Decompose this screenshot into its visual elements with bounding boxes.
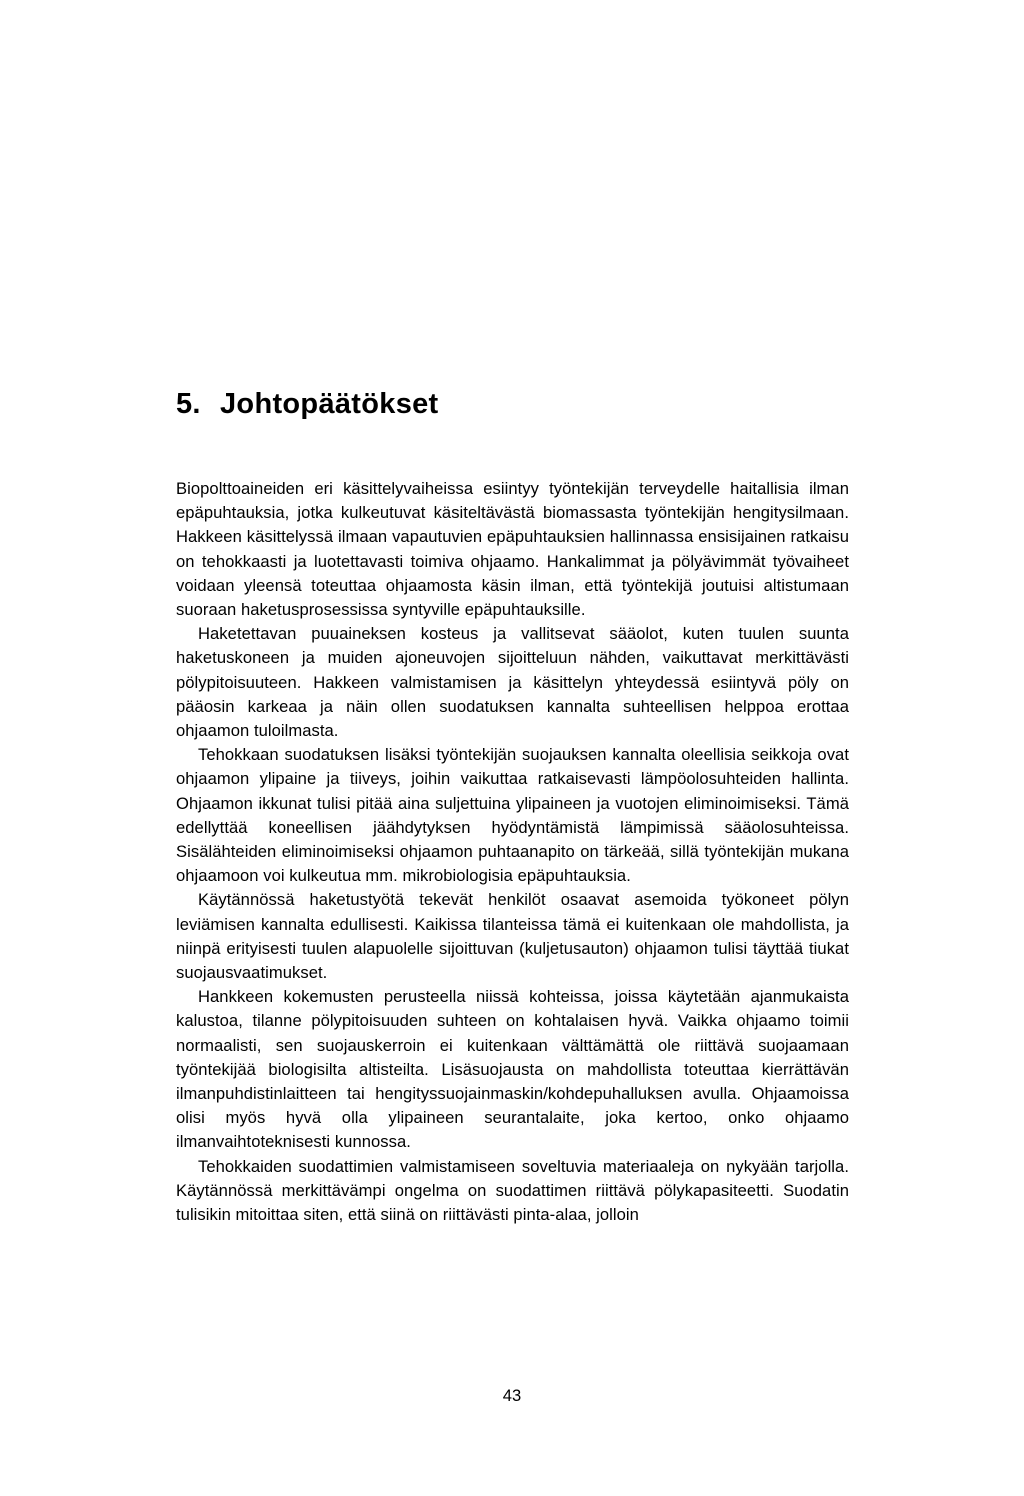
- paragraph-3: Tehokkaan suodatuksen lisäksi työntekijän suojauksen kannalta oleellisia seikkoja ovat ohjaamon ylipaine ja tiiveys, joihin vaikuttaa ratkaisevasti lämpöolosuhteiden hallinta. Ohjaamon ikkunat tulisi pitää aina suljettuina ylipaineen ja vuotojen eliminoimiseksi. Tämä edellyttää koneellisen jäähdytyksen hyödyntämistä lämpimissä sääolosuhteissa. Sisälähteiden eliminoimiseksi ohjaamon puhtaanapito on tärkeää, sillä työntekijän mukana ohjaamoon voi kulkeutua mm. mikrobiologisia epäpuhtauksia.: [176, 745, 849, 886]
- paragraph-6: Tehokkaiden suodattimien valmistamiseen soveltuvia materiaaleja on nykyään tarjolla. Käytännössä merkittävämpi ongelma on suodattimen riittävä pölykapasiteetti. Suodatin tulisikin mitoittaa siten, että siinä on riittävästi pinta-alaa, jolloin: [176, 1156, 849, 1225]
- paragraph-1: Biopolttoaineiden eri käsittelyvaiheissa esiintyy työntekijän terveydelle haitallisia ilman epäpuhtauksia, jotka kulkeutuvat käsiteltävästä biomassasta työntekijän hengitysilmaan. Hakkeen käsittelyssä ilmaan vapautuvien epäpuhtauksien hallinnassa ensisijainen ratkaisu on tehokkaasti ja luotettavasti toimiva ohjaamo. Hankalimmat ja pölyävimmät työvaiheet voidaan yleensä toteuttaa ohjaamosta käsin ilman, että työntekijä joutuisi altistumaan suoraan haketusprosessissa syntyville epäpuhtauksille.: [176, 479, 849, 620]
- section-heading: [176, 388, 439, 421]
- body-text: [176, 477, 849, 1227]
- paragraph-5: Hankkeen kokemusten perusteella niissä kohteissa, joissa käytetään ajanmukaista kalustoa, tilanne pölypitoisuuden suhteen on kohtalaisen hyvä. Vaikka ohjaamo toimii normaalisti, sen suojauskerroin ei kuitenkaan välttämättä ole riittävä suojaamaan työntekijää biologisilta altisteilta. Lisäsuojausta on mahdollista toteuttaa kierrättävän ilmanpuhdistinlaitteen tai hengityssuojainmaskin/kohdepuhalluksen avulla. Ohjaamoissa olisi myös hyvä olla ylipaineen seurantalaite, joka kertoo, onko ohjaamo ilmanvaihtoteknisesti kunnossa.: [176, 987, 849, 1152]
- page-number: 43: [502, 1386, 522, 1405]
- paragraph-4: Käytännössä haketustyötä tekevät henkilöt osaavat asemoida työkoneet pölyn leviämisen kannalta edullisesti. Kaikissa tilanteissa tämä ei kuitenkaan ole mahdollista, ja niinpä erityisesti tuulen alapuolelle sijoittuvan (kuljetusauton) ohjaamon tulisi täyttää tiukat suojausvaatimukset.: [176, 890, 849, 983]
- section-title: Johtopäätökset: [220, 388, 439, 420]
- section-number: 5.: [176, 388, 201, 420]
- paragraph-2: Haketettavan puuaineksen kosteus ja vallitsevat sääolot, kuten tuulen suunta haketuskoneen ja muiden ajoneuvojen sijoitteluun nähden, vaikuttavat merkittävästi pölypitoisuuteen. Hakkeen valmistamisen ja käsittelyn yhteydessä esiintyvä pöly on pääosin karkeaa ja näin ollen suodatuksen kannalta suhteellisen helppoa erottaa ohjaamon tuloilmasta.: [176, 624, 849, 741]
